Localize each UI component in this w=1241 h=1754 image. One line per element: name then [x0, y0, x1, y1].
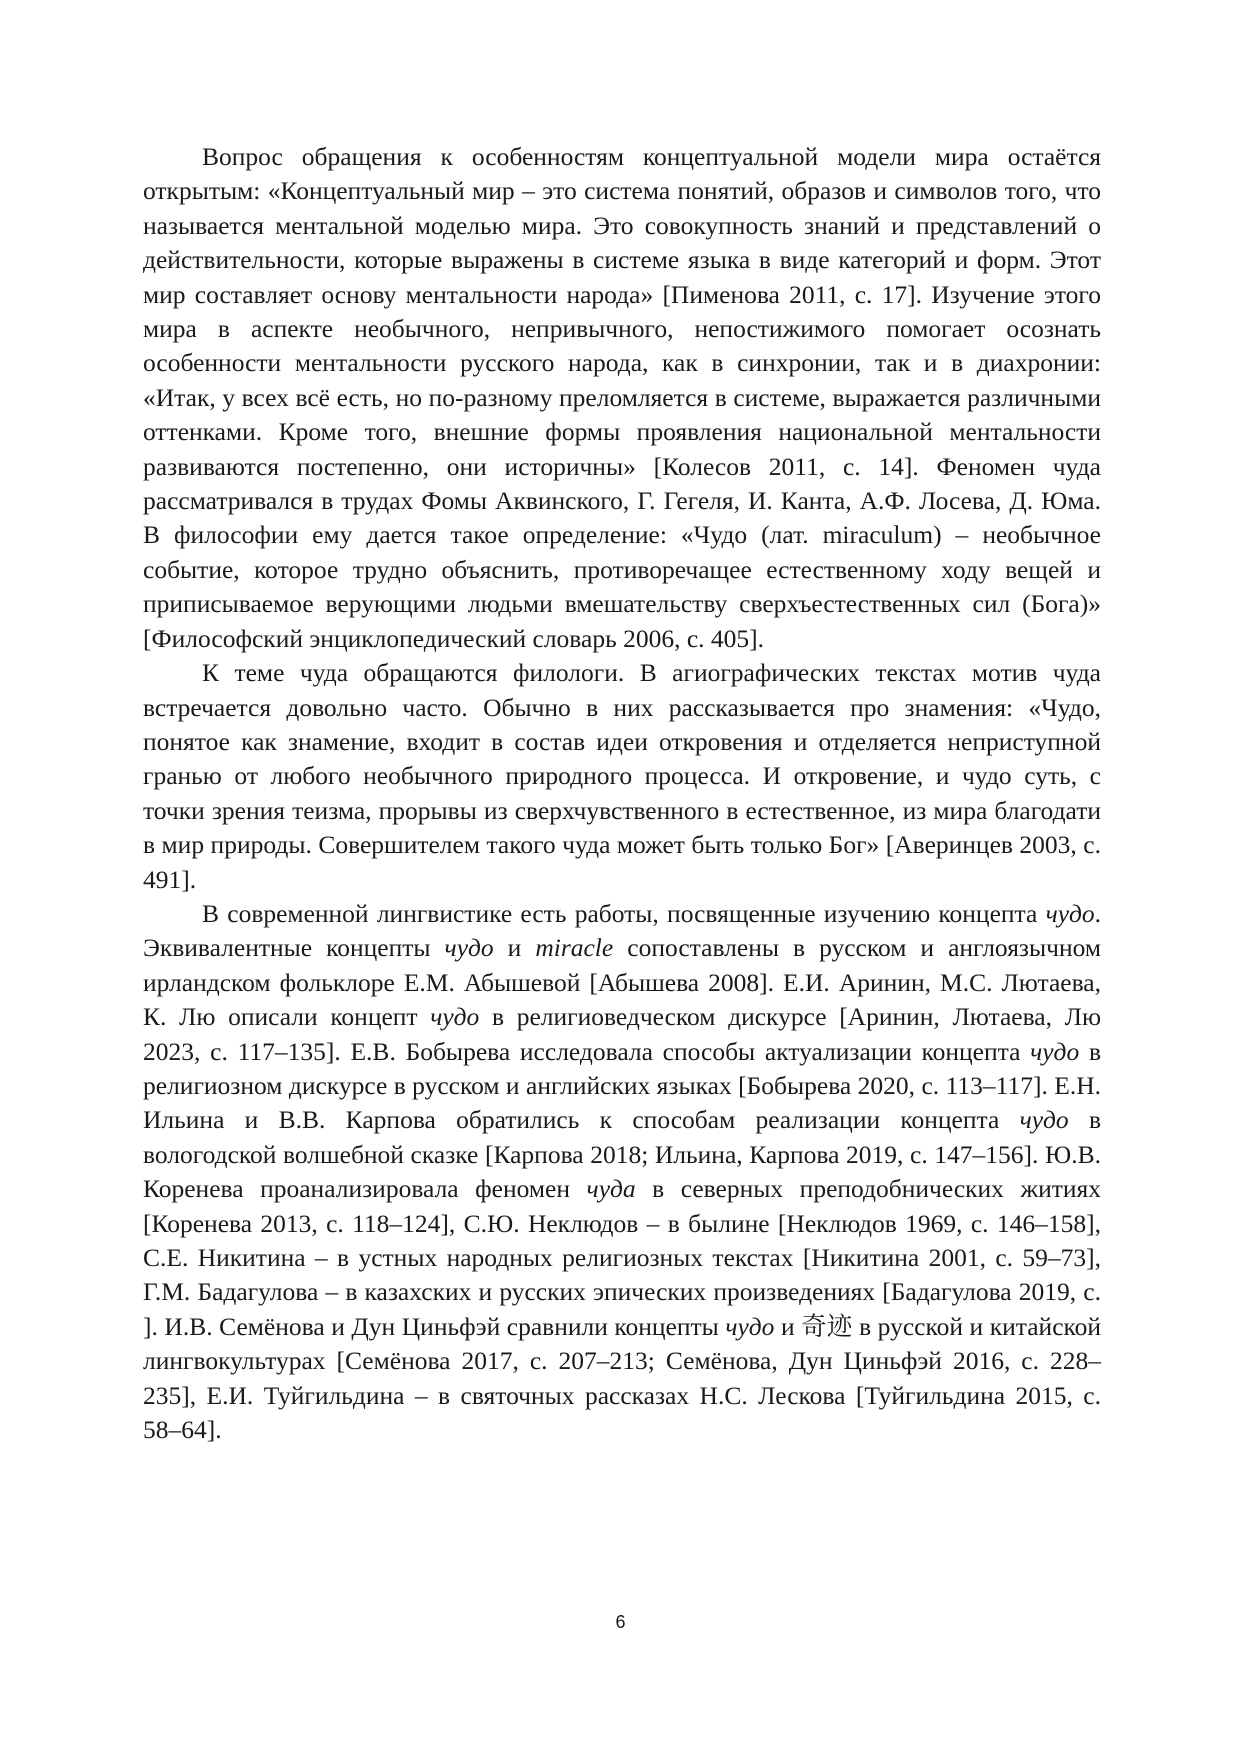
text-segment: в религиозном дискурсе в русском и английских языках [Бобырева 2020, с. 113–117]. Е.Н. Ильина и В.В. Карпова обратились к способам реализации концепта: [143, 1036, 1101, 1135]
text-segment: и: [493, 933, 536, 963]
italic-term: miracle: [535, 933, 614, 963]
text-segment: . Эквивалентные концепты: [143, 898, 1101, 963]
text-segment: в религиоведческом дискурсе [Аринин, Лютаева, Лю 2023, с. 117–135]. Е.В. Бобырева исследовала способы актуализации концепта: [143, 1002, 1101, 1066]
paragraph-3: [143, 897, 1101, 1448]
paragraph-1: [143, 140, 1101, 656]
text-segment: и 奇迹 в русской и китайской лингвокультурах [Семёнова 2017, с. 207–213; Семёнова, Дун Циньфэй 2016, с. 228–235], Е.И. Туйгильдина – в святочных рассказах Н.С. Лескова [Туйгильдина 2015, с. 58–64].: [143, 1311, 1101, 1445]
italic-term: чудо: [1045, 898, 1095, 928]
italic-term: чудо: [725, 1311, 775, 1341]
text-segment: В современной лингвистике есть работы, посвященные изучению концепта: [202, 898, 1046, 928]
text-segment: в вологодской волшебной сказке [Карпова 2018; Ильина, Карпова 2019, с. 147–156]. Ю.В. Коренева проанализировала феномен: [143, 1105, 1101, 1204]
italic-term: чудо: [1030, 1036, 1080, 1066]
italic-term: чуда: [586, 1174, 636, 1204]
italic-term: чудо: [1019, 1105, 1069, 1135]
text-segment: сопоставлены в русском и англоязычном ирландском фольклоре Е.М. Абышевой [Абышева 2008]. Е.И. Аринин, М.С. Лютаева, К. Лю описали концепт: [143, 933, 1101, 1032]
italic-term: чудо: [444, 933, 494, 963]
italic-term: чудо: [430, 1002, 480, 1032]
paragraph-2: [143, 656, 1101, 897]
text-segment: Вопрос обращения к особенностям концептуальной модели мира остаётся открытым: «Концептуальный мир – это система понятий, образов и символов того, что называется ментальной моделью мира. Это совокупность знаний и представлений о действительности, которые выражены в системе языка в виде категорий и форм. Этот мир составляет основу ментальности народа» [Пименова 2011, с. 17]. Изучение этого мира в аспекте необычного, непривычного, непостижимого помогает осознать особенности ментальности русского народа, как в синхронии, так и в диахронии: «Итак, у всех всё есть, но по-разному преломляется в системе, выражается различными оттенками. Кроме того, внешние формы проявления национальной ментальности развиваются постепенно, они историчны» [Колесов 2011, с. 14]. Феномен чуда рассматривался в трудах Фомы Аквинского, Г. Гегеля, И. Канта, А.Ф. Лосева, Д. Юма. В философии ему дается такое определение: «Чудо (лат. miraculum) – необычное событие, которое трудно объяснить, противоречащее естественному ходу вещей и приписываемое верующими людьми вмешательству сверхъестественных сил (Бога)» [Философский энциклопедический словарь 2006, с. 405].: [143, 142, 1101, 653]
text-body: [143, 140, 1101, 1447]
page-number: 6: [615, 1612, 626, 1632]
text-segment: в северных преподобнических житиях [Коренева 2013, с. 118–124], С.Ю. Неклюдов – в былине [Неклюдов 1969, с. 146–158], С.Е. Никитина – в устных народных религиозных текстах [Никитина 2001, с. 59–73], Г.М. Бадагулова – в казахских и русских эпических произведениях [Бадагулова 2019, с. ]. И.В. Семёнова и Дун Циньфэй сравнили концепты: [143, 1174, 1101, 1341]
text-segment: К теме чуда обращаются филологи. В агиографических текстах мотив чуда встречается довольно часто. Обычно в них рассказывается про знамения: «Чудо, понятое как знамение, входит в состав идеи откровения и отделяется неприступной гранью от любого необычного природного процесса. И откровение, и чудо суть, с точки зрения теизма, прорывы из сверхчувственного в естественное, из мира благодати в мир природы. Совершителем такого чуда может быть только Бог» [Аверинцев 2003, с. 491].: [143, 658, 1101, 894]
